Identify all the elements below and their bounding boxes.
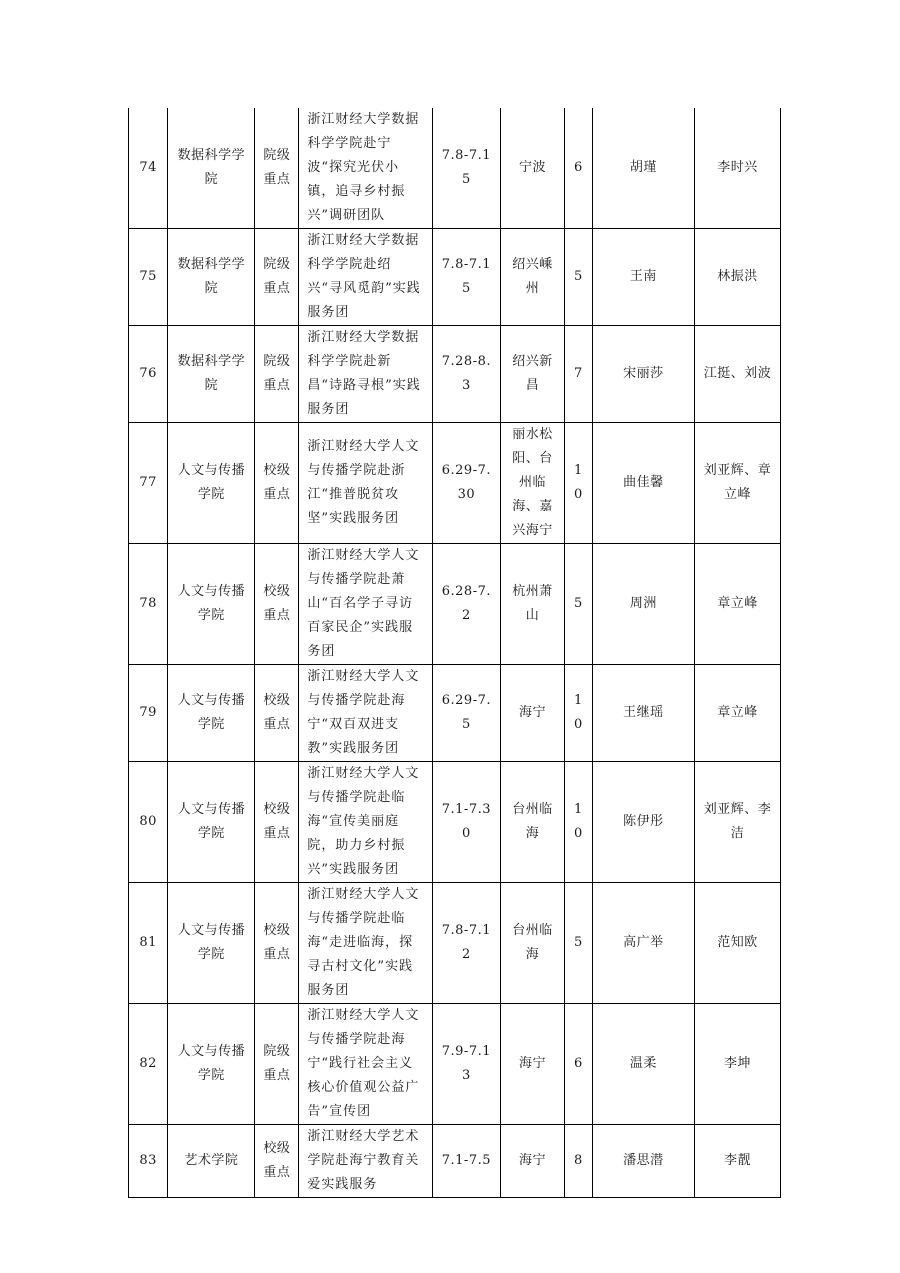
team-leader-cell: 周洲 (592, 544, 695, 665)
college-name-cell: 数据科学学院 (168, 229, 255, 326)
location-cell: 杭州萧山 (500, 544, 564, 665)
team-name-cell: 浙江财经大学艺术学院赴海宁教育关爱实践服务 (299, 1125, 432, 1198)
row-number-cell: 81 (129, 883, 168, 1004)
project-level-cell: 院级重点 (255, 229, 299, 326)
row-number-cell: 78 (129, 544, 168, 665)
college-name-cell: 艺术学院 (168, 1125, 255, 1198)
advisor-cell: 李靓 (695, 1125, 781, 1198)
team-name-cell: 浙江财经大学数据科学学院赴宁波“探究光伏小镇，追寻乡村振兴”调研团队 (299, 108, 432, 229)
table-row (129, 229, 781, 326)
project-level-cell: 校级重点 (255, 762, 299, 883)
advisor-cell: 刘亚辉、章立峰 (695, 423, 781, 544)
table-row (129, 883, 781, 1004)
team-leader-cell: 温柔 (592, 1004, 695, 1125)
row-number-cell: 80 (129, 762, 168, 883)
row-number-cell: 74 (129, 108, 168, 229)
college-name-cell: 数据科学学院 (168, 326, 255, 423)
member-count-cell: 5 (565, 544, 592, 665)
row-number-cell: 77 (129, 423, 168, 544)
project-level-cell: 院级重点 (255, 326, 299, 423)
location-cell: 宁波 (500, 108, 564, 229)
member-count-cell: 6 (565, 1004, 592, 1125)
location-cell: 丽水松阳、台州临海、嘉兴海宁 (500, 423, 564, 544)
date-range-cell: 7.8-7.15 (432, 229, 500, 326)
member-count-cell: 6 (565, 108, 592, 229)
college-name-cell: 人文与传播学院 (168, 544, 255, 665)
date-range-cell: 6.28-7.2 (432, 544, 500, 665)
advisor-cell: 范知欧 (695, 883, 781, 1004)
row-number-cell: 75 (129, 229, 168, 326)
advisor-cell: 章立峰 (695, 544, 781, 665)
team-name-cell: 浙江财经大学数据科学学院赴绍兴“寻风觅韵”实践服务团 (299, 229, 432, 326)
team-leader-cell: 王继瑶 (592, 665, 695, 762)
table-row (129, 326, 781, 423)
member-count-cell: 10 (565, 762, 592, 883)
location-cell: 海宁 (500, 1125, 564, 1198)
date-range-cell: 7.1-7.30 (432, 762, 500, 883)
advisor-cell: 李时兴 (695, 108, 781, 229)
team-leader-cell: 陈伊彤 (592, 762, 695, 883)
row-number-cell: 76 (129, 326, 168, 423)
table-row (129, 1125, 781, 1198)
college-name-cell: 人文与传播学院 (168, 883, 255, 1004)
location-cell: 绍兴嵊州 (500, 229, 564, 326)
location-cell: 海宁 (500, 1004, 564, 1125)
team-leader-cell: 王南 (592, 229, 695, 326)
table-row (129, 1004, 781, 1125)
row-number-cell: 79 (129, 665, 168, 762)
table-row (129, 544, 781, 665)
member-count-cell: 10 (565, 665, 592, 762)
college-name-cell: 人文与传播学院 (168, 423, 255, 544)
table-row (129, 423, 781, 544)
team-name-cell: 浙江财经大学人文与传播学院赴临海“宣传美丽庭院，助力乡村振兴”实践服务团 (299, 762, 432, 883)
project-level-cell: 校级重点 (255, 665, 299, 762)
row-number-cell: 83 (129, 1125, 168, 1198)
advisor-cell: 林振洪 (695, 229, 781, 326)
team-leader-cell: 曲佳馨 (592, 423, 695, 544)
team-name-cell: 浙江财经大学人文与传播学院赴海宁“践行社会主义核心价值观公益广告”宣传团 (299, 1004, 432, 1125)
practice-team-table (128, 108, 781, 1198)
member-count-cell: 7 (565, 326, 592, 423)
team-leader-cell: 胡瑾 (592, 108, 695, 229)
college-name-cell: 人文与传播学院 (168, 762, 255, 883)
row-number-cell: 82 (129, 1004, 168, 1125)
date-range-cell: 7.8-7.12 (432, 883, 500, 1004)
table-body (129, 108, 781, 1198)
team-name-cell: 浙江财经大学人文与传播学院赴临海“走进临海，探寻古村文化”实践服务团 (299, 883, 432, 1004)
college-name-cell: 人文与传播学院 (168, 1004, 255, 1125)
team-name-cell: 浙江财经大学数据科学学院赴新昌“诗路寻根”实践服务团 (299, 326, 432, 423)
project-level-cell: 校级重点 (255, 423, 299, 544)
member-count-cell: 10 (565, 423, 592, 544)
date-range-cell: 6.29-7.5 (432, 665, 500, 762)
location-cell: 台州临海 (500, 883, 564, 1004)
project-level-cell: 校级重点 (255, 1125, 299, 1198)
team-leader-cell: 高广举 (592, 883, 695, 1004)
project-level-cell: 院级重点 (255, 1004, 299, 1125)
team-name-cell: 浙江财经大学人文与传播学院赴浙江“推普脱贫攻坚”实践服务团 (299, 423, 432, 544)
advisor-cell: 章立峰 (695, 665, 781, 762)
advisor-cell: 江挺、刘波 (695, 326, 781, 423)
member-count-cell: 8 (565, 1125, 592, 1198)
date-range-cell: 7.1-7.5 (432, 1125, 500, 1198)
date-range-cell: 6.29-7.30 (432, 423, 500, 544)
team-leader-cell: 宋丽莎 (592, 326, 695, 423)
date-range-cell: 7.9-7.13 (432, 1004, 500, 1125)
date-range-cell: 7.28-8.3 (432, 326, 500, 423)
member-count-cell: 5 (565, 883, 592, 1004)
project-level-cell: 校级重点 (255, 883, 299, 1004)
team-name-cell: 浙江财经大学人文与传播学院赴海宁“双百双进支教”实践服务团 (299, 665, 432, 762)
date-range-cell: 7.8-7.15 (432, 108, 500, 229)
table-row (129, 108, 781, 229)
team-leader-cell: 潘思潜 (592, 1125, 695, 1198)
location-cell: 海宁 (500, 665, 564, 762)
team-name-cell: 浙江财经大学人文与传播学院赴萧山“百名学子寻访百家民企”实践服务团 (299, 544, 432, 665)
table-row (129, 762, 781, 883)
advisor-cell: 刘亚辉、李洁 (695, 762, 781, 883)
location-cell: 台州临海 (500, 762, 564, 883)
location-cell: 绍兴新昌 (500, 326, 564, 423)
advisor-cell: 李坤 (695, 1004, 781, 1125)
college-name-cell: 数据科学学院 (168, 108, 255, 229)
member-count-cell: 5 (565, 229, 592, 326)
table-row (129, 665, 781, 762)
college-name-cell: 人文与传播学院 (168, 665, 255, 762)
project-level-cell: 校级重点 (255, 544, 299, 665)
project-level-cell: 院级重点 (255, 108, 299, 229)
